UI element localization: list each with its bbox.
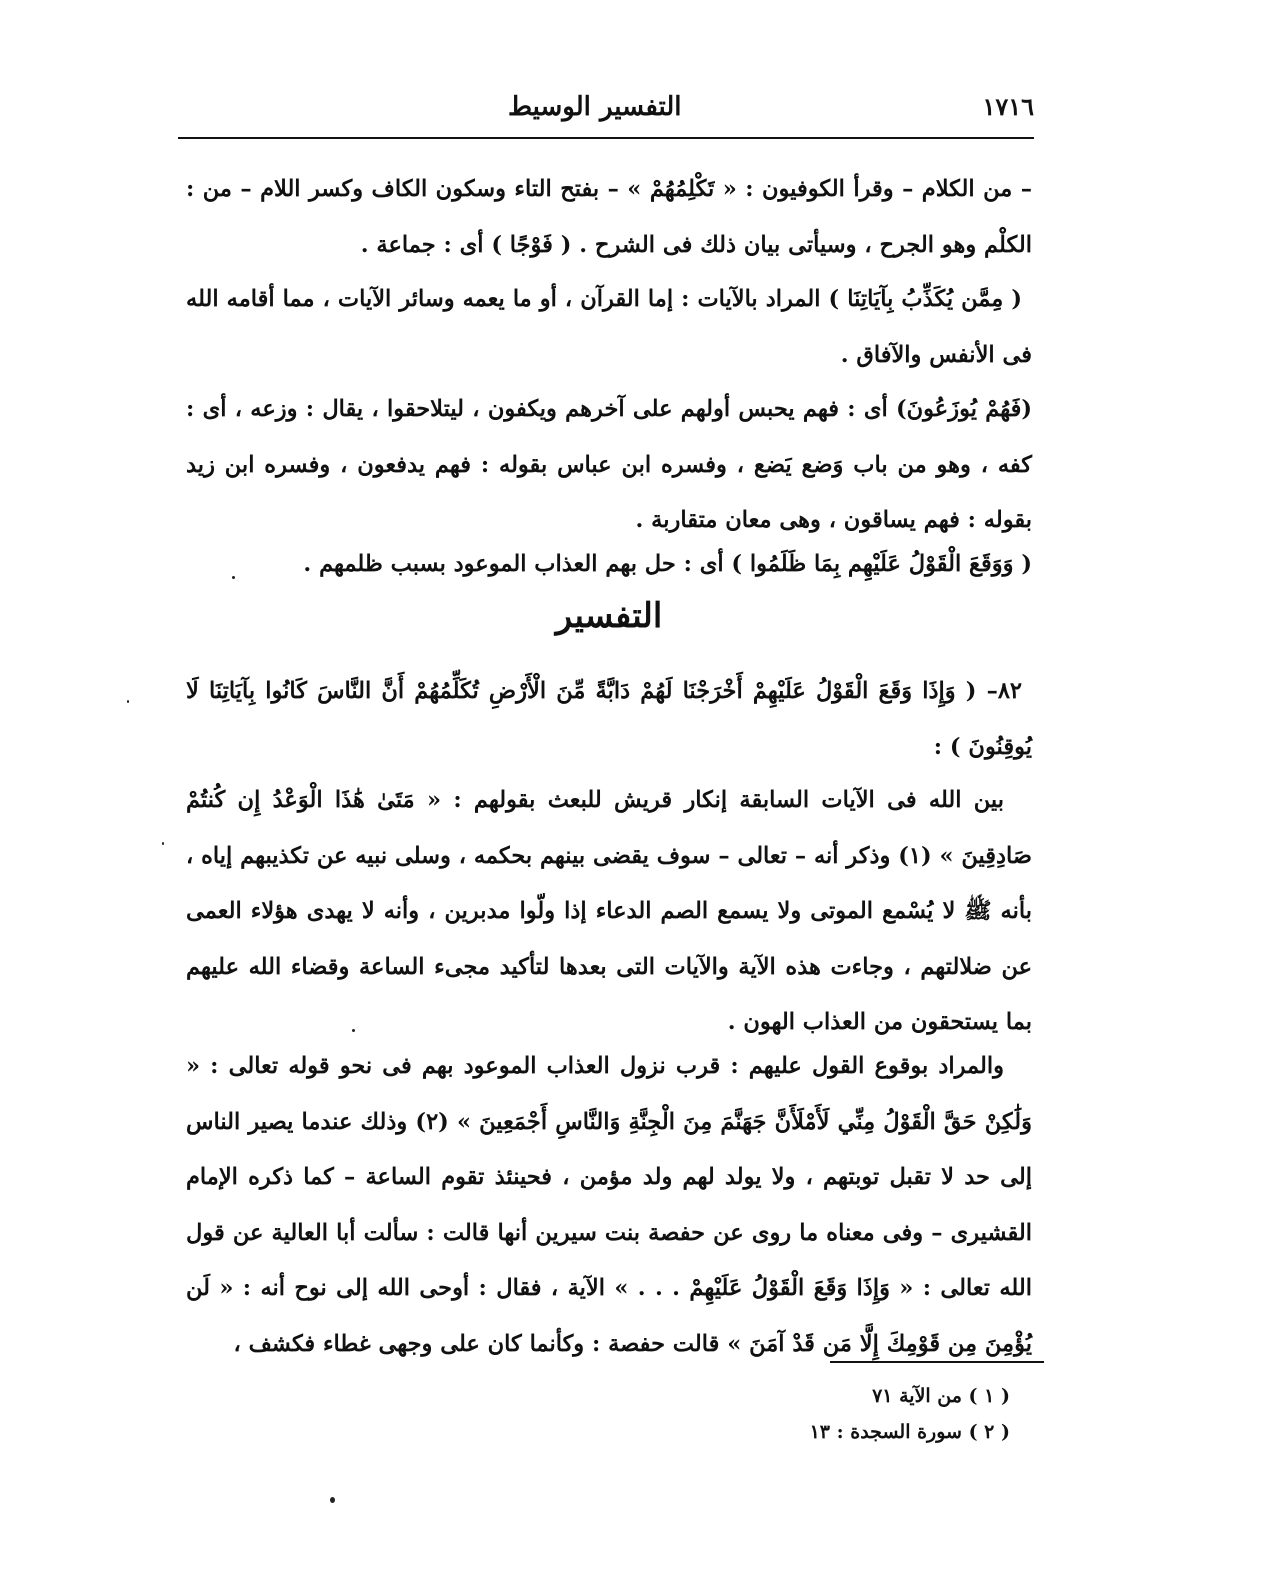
scan-speck (330, 1497, 335, 1503)
footnote-divider (830, 1361, 1044, 1363)
scan-speck (127, 700, 129, 703)
verse-82 (186, 664, 1032, 775)
paragraph-waqaa-alqawl (186, 537, 1032, 593)
paragraph-text: ( وَوَقَعَ الْقَوْلُ عَلَيْهِم بِمَا ظَلَمُوا ) أى : حل بهم العذاب الموعود بسبب ظلمهم . (303, 551, 1032, 577)
scan-speck (162, 842, 164, 845)
page-number: ١٧١٦ (982, 92, 1034, 121)
paragraph-text: ( مِمَّن يُكَذِّبُ بِآيَاتِنَا ) المراد بالآيات : إما القرآن ، أو ما يعمه وسائر الآيات ، مما أقامه الله فى الأنفس والآفاق . (186, 286, 1032, 368)
footnote-1: ( ١ ) من الآية ٧١ (872, 1385, 1010, 1407)
paragraph-text: (فَهُمْ يُوزَعُونَ) أى : فهم يحبس أولهم على آخرهم ويكفون ، ليتلاحقوا ، يقال : وزعه ، أى : كفه ، وهو من باب وَضع يَضع ، وفسره ابن عباس بقوله : فهم يدفعون ، وفسره ابن زيد بقوله : فهم يساقون ، وهى معان متقاربة . (186, 396, 1032, 533)
header-divider (178, 137, 1034, 139)
section-heading: التفسير (555, 596, 663, 636)
page-header (178, 92, 1034, 132)
paragraph-reading-note (186, 162, 1032, 273)
paragraph-ayat-meaning (186, 272, 1032, 383)
running-title: التفسير الوسيط (508, 92, 682, 122)
footnotes (720, 1378, 1010, 1450)
footnote-2: ( ٢ ) سورة السجدة : ١٣ (809, 1421, 1010, 1443)
paragraph-yuzaoon (186, 382, 1032, 549)
scan-speck (232, 576, 235, 579)
paragraph-text: – من الكلام – وقرأ الكوفيون : « تَكْلِمُهُمْ » – بفتح التاء وسكون الكاف وكسر اللام – من : الكلْم وهو الجرح ، وسيأتى بيان ذلك فى الشرح . ( فَوْجًا ) أى : جماعة . (186, 176, 1032, 258)
tafsir-paragraph-context (186, 773, 1032, 1051)
paragraph-text: والمراد بوقوع القول عليهم : قرب نزول العذاب الموعود بهم فى نحو قوله تعالى : « وَلَٰكِنْ حَقَّ الْقَوْلُ مِنِّي لَأَمْلَأَنَّ جَهَنَّمَ مِنَ الْجِنَّةِ وَالنَّاسِ أَجْمَعِينَ » (٢) وذلك عندما يصير الناس إلى حد لا تقبل توبتهم ، ولا يولد لهم ولد مؤمن ، فحينئذ تقوم الساعة – كما ذكره الإمام القشيرى – وفى معناه ما روى عن حفصة بنت سيرين أنها قالت : سألت أبا العالية عن قول الله تعالى : « وَإِذَا وَقَعَ الْقَوْلُ عَلَيْهِمْ . . . » الآية ، فقال : أوحى الله إلى نوح أنه : « لَن يُؤْمِنَ مِن قَوْمِكَ إِلَّا مَن قَدْ آمَنَ » قالت حفصة : وكأنما كان على وجهى غطاء فكشف ، (186, 1053, 1032, 1357)
tafsir-paragraph-meaning (186, 1039, 1032, 1372)
verse-text: ٨٢– ( وَإِذَا وَقَعَ الْقَوْلُ عَلَيْهِمْ أَخْرَجْنَا لَهُمْ دَابَّةً مِّنَ الْأَرْضِ تُكَلِّمُهُمْ أَنَّ النَّاسَ كَانُوا بِآيَاتِنَا لَا يُوقِنُونَ ) : (186, 678, 1032, 760)
scan-speck (352, 1029, 355, 1032)
paragraph-text: بين الله فى الآيات السابقة إنكار قريش للبعث بقولهم : « مَتَىٰ هَٰذَا الْوَعْدُ إِن كُنتُمْ صَادِقِينَ » (١) وذكر أنه – تعالى – سوف يقضى بينهم بحكمه ، وسلى نبيه عن تكذيبهم إياه ، بأنه ﷺ لا يُسْمع الموتى ولا يسمع الصم الدعاء إذا ولّوا مدبرين ، وأنه لا يهدى هؤلاء العمى عن ضلالتهم ، وجاءت هذه الآية والآيات التى بعدها لتأكيد مجىء الساعة وقضاء الله عليهم بما يستحقون من العذاب الهون . (186, 787, 1033, 1035)
